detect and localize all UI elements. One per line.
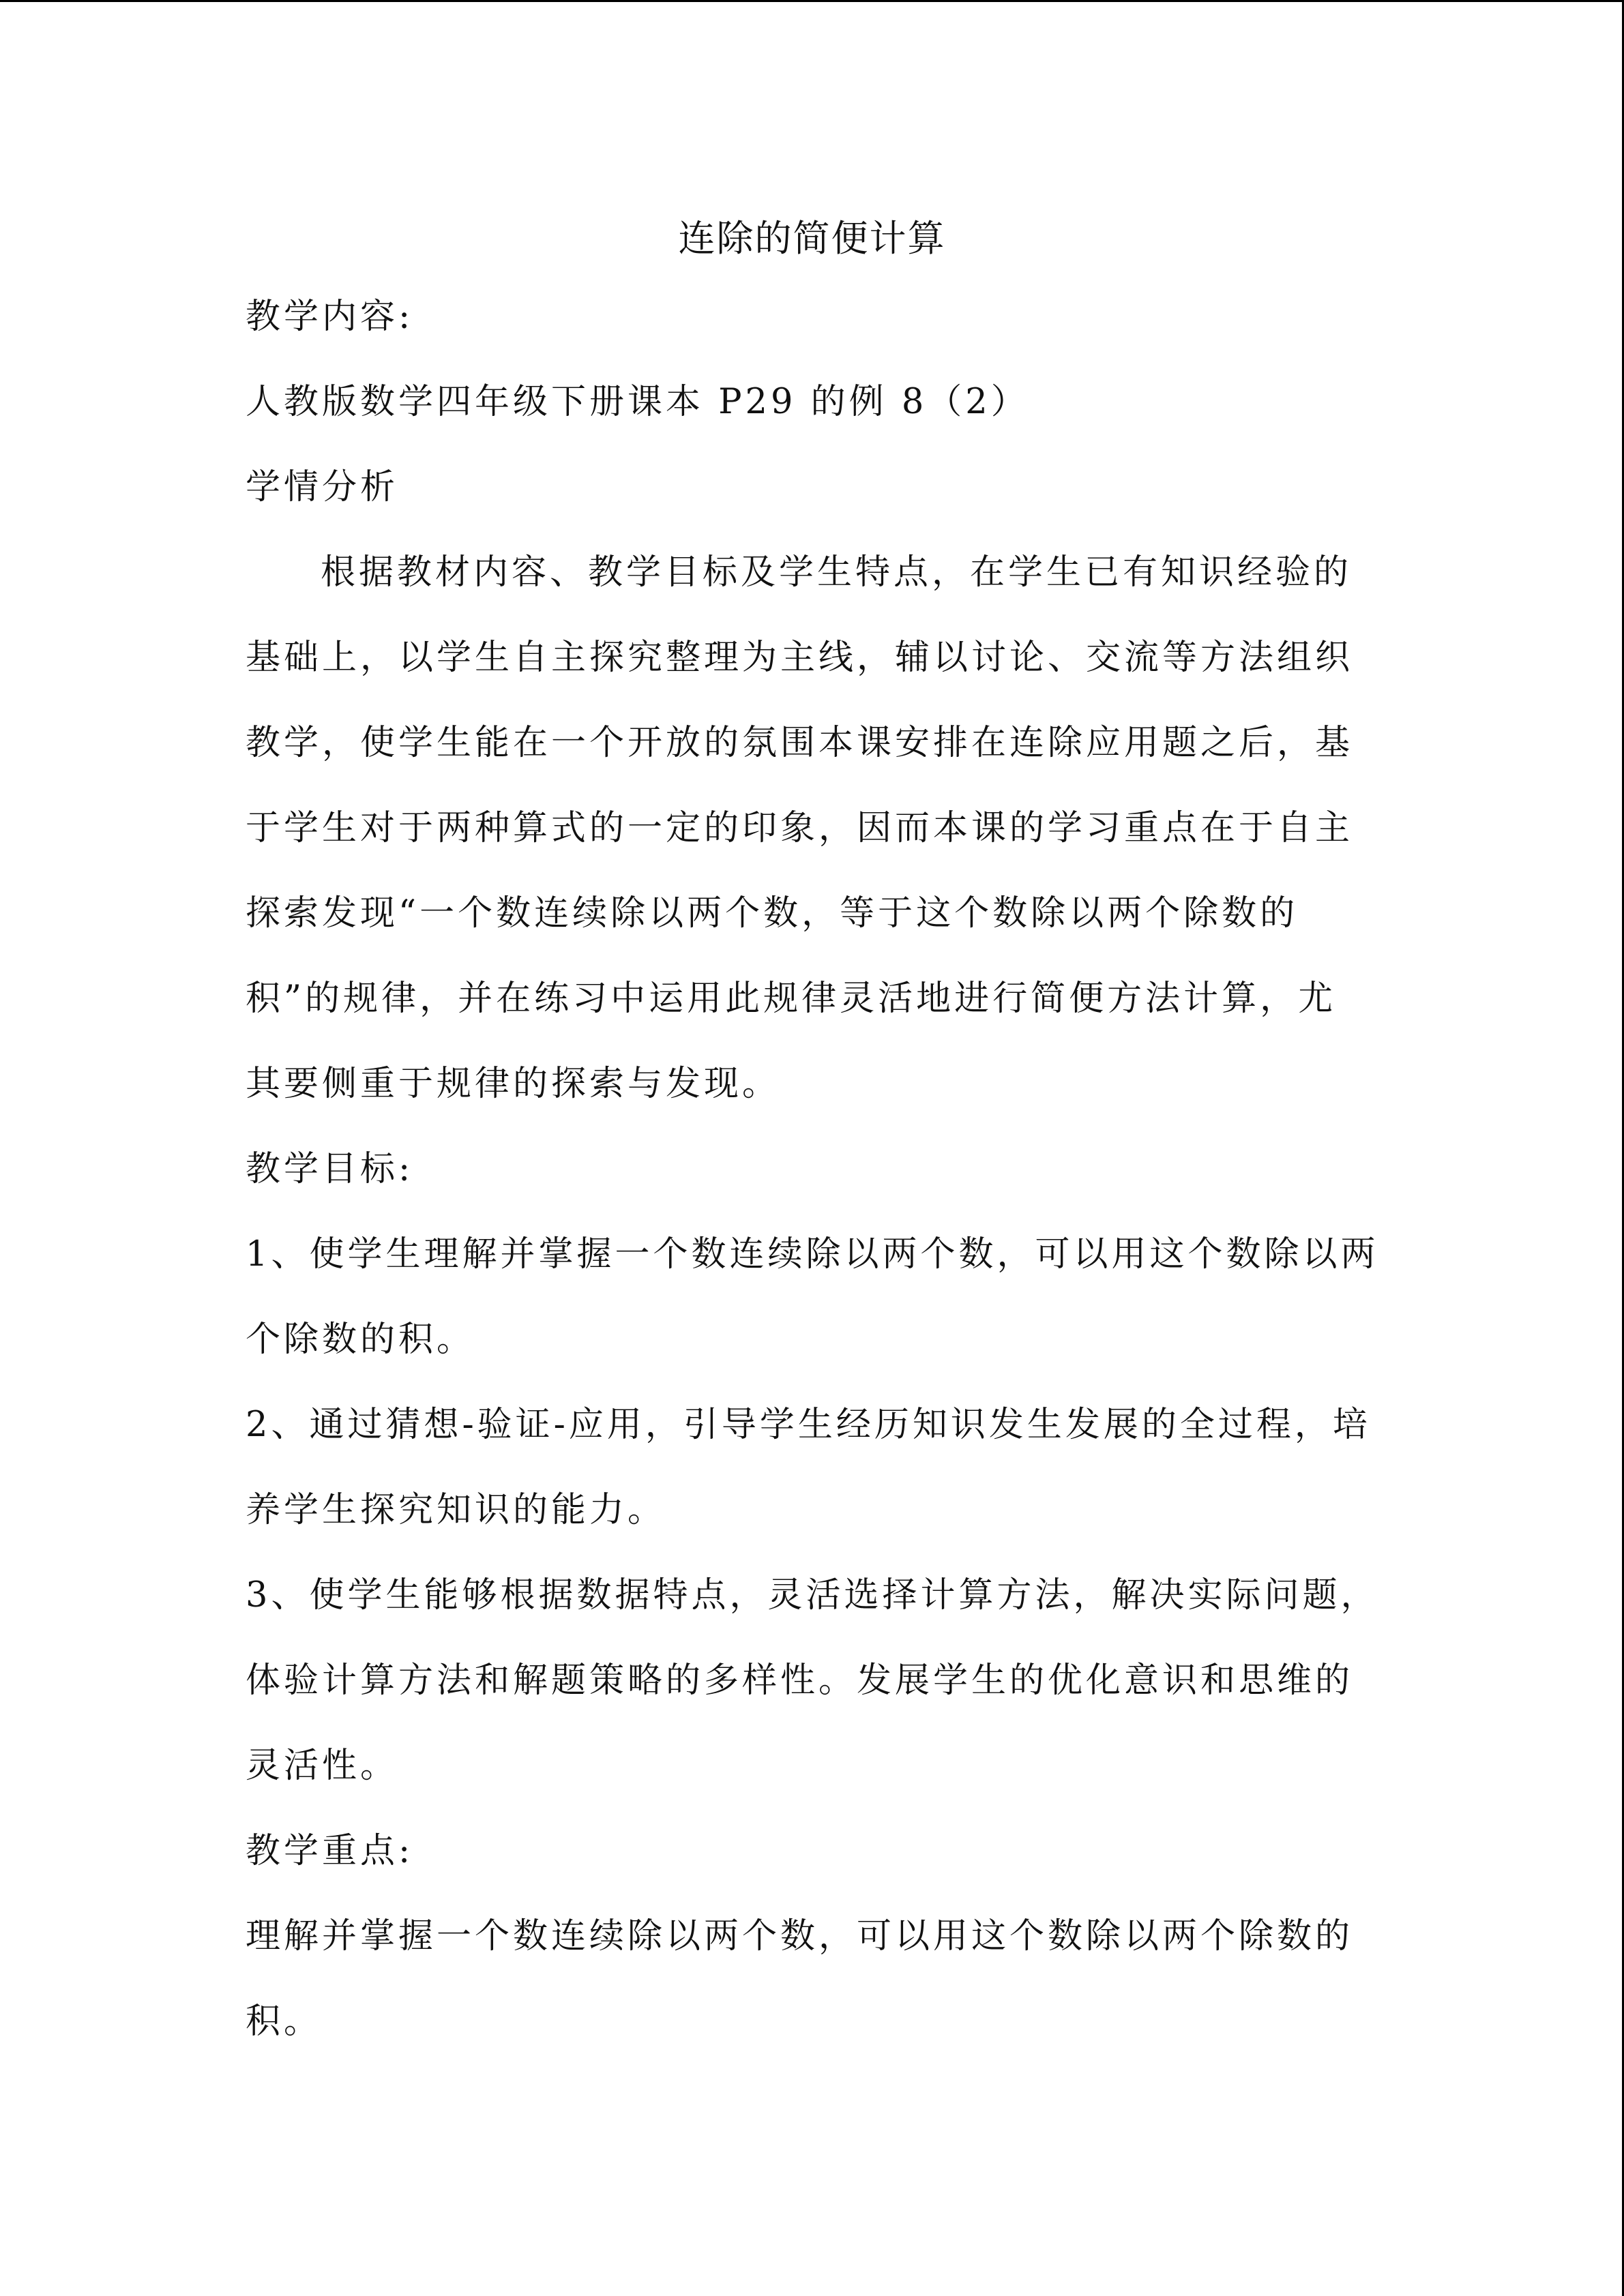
top-border-line [0, 0, 1624, 2]
paragraph-line: 教学，使学生能在一个开放的氛围本课安排在连除应用题之后，基 [246, 723, 1354, 763]
paragraph-line: 探索发现“一个数连续除以两个数，等于这个数除以两个除数的 [246, 893, 1299, 934]
goal-item-3-continued: 体验计算方法和解题策略的多样性。发展学生的优化意识和思维的 [246, 1660, 1354, 1701]
paragraph-line: 其要侧重于规律的探索与发现。 [246, 1064, 781, 1104]
goal-item-1: 1、使学生理解并掌握一个数连续除以两个数，可以用这个数除以两 [246, 1234, 1379, 1274]
section-heading-key-points: 教学重点: [246, 1831, 414, 1871]
section-heading-teaching-content: 教学内容: [246, 297, 414, 337]
paragraph-line: 根据教材内容、教学目标及学生特点，在学生已有知识经验的 [321, 552, 1353, 593]
key-point-text: 理解并掌握一个数连续除以两个数，可以用这个数除以两个除数的 [246, 1916, 1354, 1956]
paragraph-line: 积”的规律，并在练习中运用此规律灵活地进行简便方法计算，尤 [246, 979, 1337, 1019]
key-point-text-continued: 积。 [246, 2001, 323, 2042]
goal-item-2: 2、通过猜想-验证-应用，引导学生经历知识发生发展的全过程，培 [246, 1405, 1371, 1445]
paragraph-line: 基础上，以学生自主探究整理为主线，辅以讨论、交流等方法组织 [246, 638, 1354, 678]
goal-item-3: 3、使学生能够根据数据特点，灵活选择计算方法，解决实际问题， [246, 1575, 1379, 1615]
goal-item-1-continued: 个除数的积。 [246, 1320, 475, 1360]
document-title: 连除的简便计算 [678, 217, 946, 260]
section-heading-teaching-goals: 教学目标: [246, 1149, 414, 1189]
paragraph-line: 人教版数学四年级下册课本 P29 的例 8（2） [246, 382, 1029, 422]
section-heading-student-analysis: 学情分析 [246, 467, 399, 507]
goal-item-2-continued: 养学生探究知识的能力。 [246, 1490, 666, 1530]
goal-item-3-continued: 灵活性。 [246, 1746, 399, 1786]
paragraph-line: 于学生对于两种算式的一定的印象，因而本课的学习重点在于自主 [246, 808, 1354, 848]
